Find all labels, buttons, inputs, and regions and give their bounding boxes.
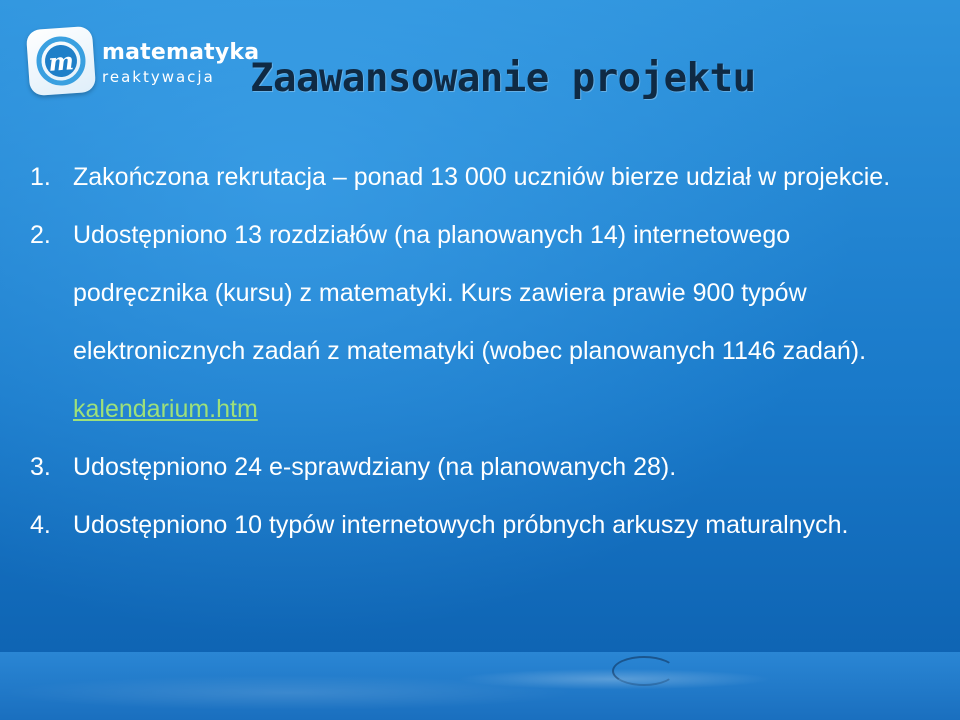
logo-wordmark-bottom: reaktywacja bbox=[102, 68, 215, 86]
list-item-number: 3. bbox=[30, 453, 51, 481]
logo-badge-letter: m bbox=[47, 46, 75, 77]
list-item-2 bbox=[30, 206, 930, 438]
list-item-number: 1. bbox=[30, 163, 51, 191]
logo-badge bbox=[26, 26, 96, 96]
list-item-number: 2. bbox=[30, 221, 51, 249]
list-item-1 bbox=[30, 148, 930, 206]
list-item-4 bbox=[30, 496, 930, 554]
water-ripple bbox=[612, 656, 676, 686]
list-item-3 bbox=[30, 438, 930, 496]
list-item-text: Zakończona rekrutacja – ponad 13 000 uczniów bierze udział w projekcie. bbox=[73, 163, 891, 191]
list-item-text: Udostępniono 13 rozdziałów (na planowanych 14) internetowego podręcznika (kursu) z matematyki. Kurs zawiera prawie 900 typów elektronicznych zadań z matematyki (wobec planowanych 1146 zadań). bbox=[73, 221, 867, 365]
slide-title: Zaawansowanie projektu bbox=[250, 56, 756, 101]
water-strip bbox=[0, 652, 960, 720]
list-item-text: Udostępniono 24 e-sprawdziany (na planowanych 28). bbox=[73, 453, 677, 481]
logo bbox=[28, 26, 260, 102]
progress-list bbox=[30, 148, 930, 554]
list-item-text: Udostępniono 10 typów internetowych próbnych arkuszy maturalnych. bbox=[73, 511, 849, 539]
logo-wordmark-top: matematyka bbox=[102, 40, 260, 65]
list-item-number: 4. bbox=[30, 511, 51, 539]
kalendarium-link[interactable]: kalendarium.htm bbox=[73, 395, 258, 423]
logo-m-icon bbox=[32, 32, 90, 90]
